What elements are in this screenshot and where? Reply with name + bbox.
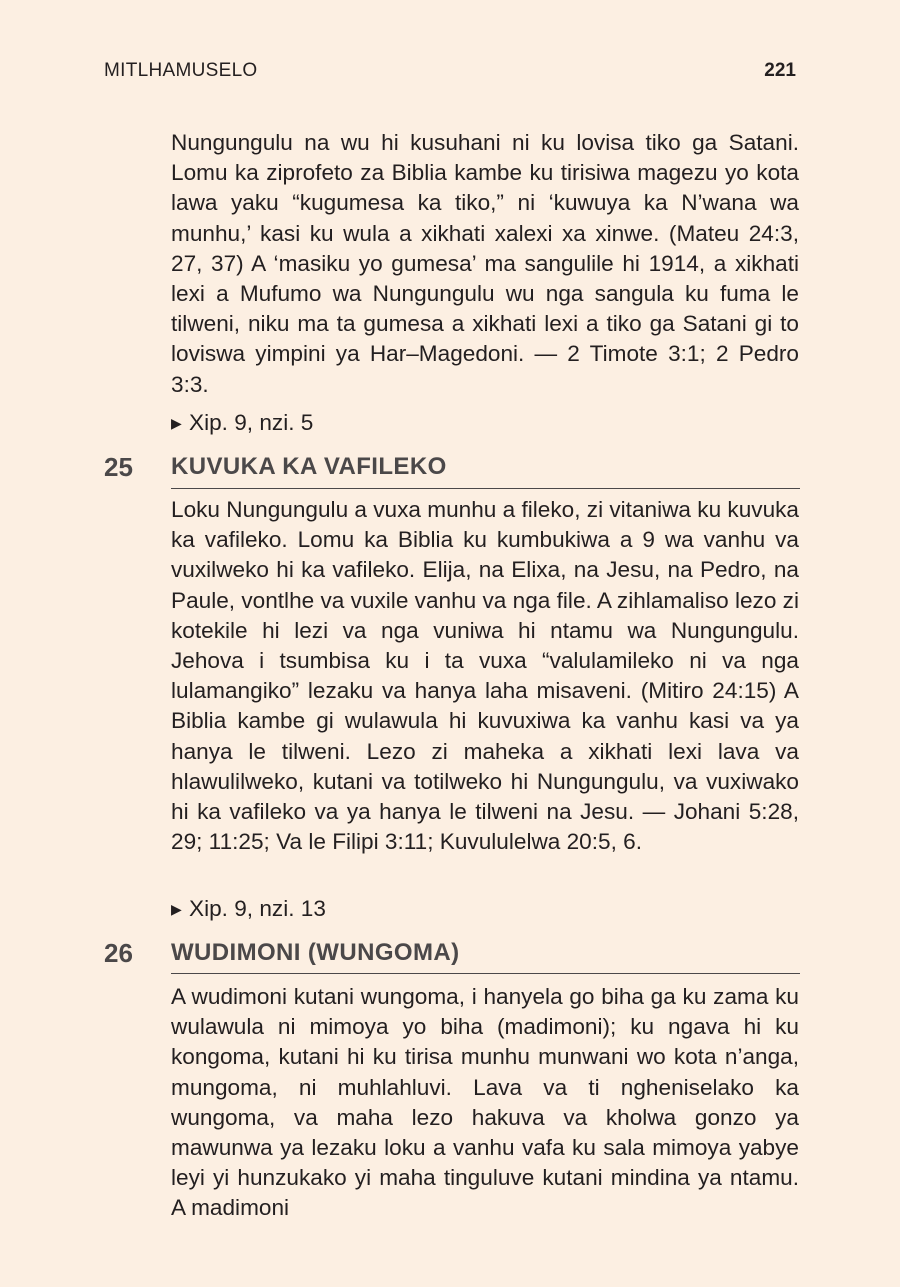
intro-paragraph: Nungungulu na wu hi kusuhani ni ku lovisa tiko ga Satani. Lomu ka ziprofeto za Biblia kambe ku tirisiwa magezu yo kota lawa yaku “kugumesa ka tiko,” ni ‘kuwuya ka N’wana wa munhu,’ kasi ku wula a xikhati xalexi xa xinwe. (Mateu 24:3, 27, 37) A ‘masiku yo gumesa’ ma sangulile hi 1914, a xikhati lexi a Mufumo wa Nungungulu wu nga sangula ku fuma le tilweni, niku ma ta gumesa a xikhati lexi a tiko ga Satani gi to loviswa yimpini ya Har–Magedoni. — 2 Timote 3:1; 2 Pedro 3:3.: [171, 130, 799, 397]
cross-reference-text: Xip. 9, nzi. 5: [189, 410, 314, 435]
section-divider: [171, 973, 800, 974]
section-paragraph: Loku Nungungulu a vuxa munhu a fileko, zi vitaniwa ku kuvuka ka vafileko. Lomu ka Biblia ku kumbukiwa a 9 wa vanhu va vuxilweko hi ka vafileko. Elija, na Elixa, na Jesu, na Pedro, na Paule, vontlhe va vuxile vanhu va nga file. A zihlamaliso lezo zi kotekile hi lezi va nga vuniwa hi ntamu wa Nungungulu. Jehova i tsumbisa ku i ta vuxa “valulamileko ni va nga lulamangiko” lezaku va hanya laha misaveni. (Mitiro 24:15) A Biblia kambe gi wulawula hi kuvuxiwa ka vanhu kasi va ya hanya le tilweni. Lezo zi maheka a xikhati lexi lava va hlawulilweko, kutani va totilweko hi Nungungulu, va vuxiwako hi ka vafileko va ya hanya le tilweni na Jesu. — Johani 5:28, 29; 11:25; Va le Filipi 3:11; Kuvululelwa 20:5, 6.: [171, 497, 799, 855]
section-divider: [171, 488, 800, 489]
section-number: 25: [104, 452, 133, 482]
page-number: 221: [764, 60, 796, 81]
running-header: MITLHAMUSELO: [104, 60, 258, 81]
section-number: 26: [104, 938, 133, 968]
section-title: KUVUKA KA VAFILEKO: [171, 453, 447, 480]
intro-cross-reference: [171, 408, 313, 438]
triangle-right-icon: ▶: [171, 415, 182, 431]
cross-reference-text: Xip. 9, nzi. 13: [189, 896, 326, 921]
section-title: WUDIMONI (WUNGOMA): [171, 939, 460, 966]
section-paragraph: A wudimoni kutani wungoma, i hanyela go biha ga ku zama ku wulawula ni mimoya yo biha (madimoni); ku ngava hi ku kongoma, kutani hi ku tirisa munhu munwani wo kota n’anga, mungoma, ni muhlahluvi. Lava va ti ngheniselako ka wungoma, va maha lezo hakuva va kholwa gonzo ya mawunwa ya lezaku loku a vanhu vafa ku sala mimoya yabye leyi yi hunzukako yi maha tinguluve kutani mindina ya ntamu. A madimoni: [171, 984, 799, 1221]
section-cross-reference: [171, 894, 326, 924]
triangle-right-icon: ▶: [171, 901, 182, 917]
